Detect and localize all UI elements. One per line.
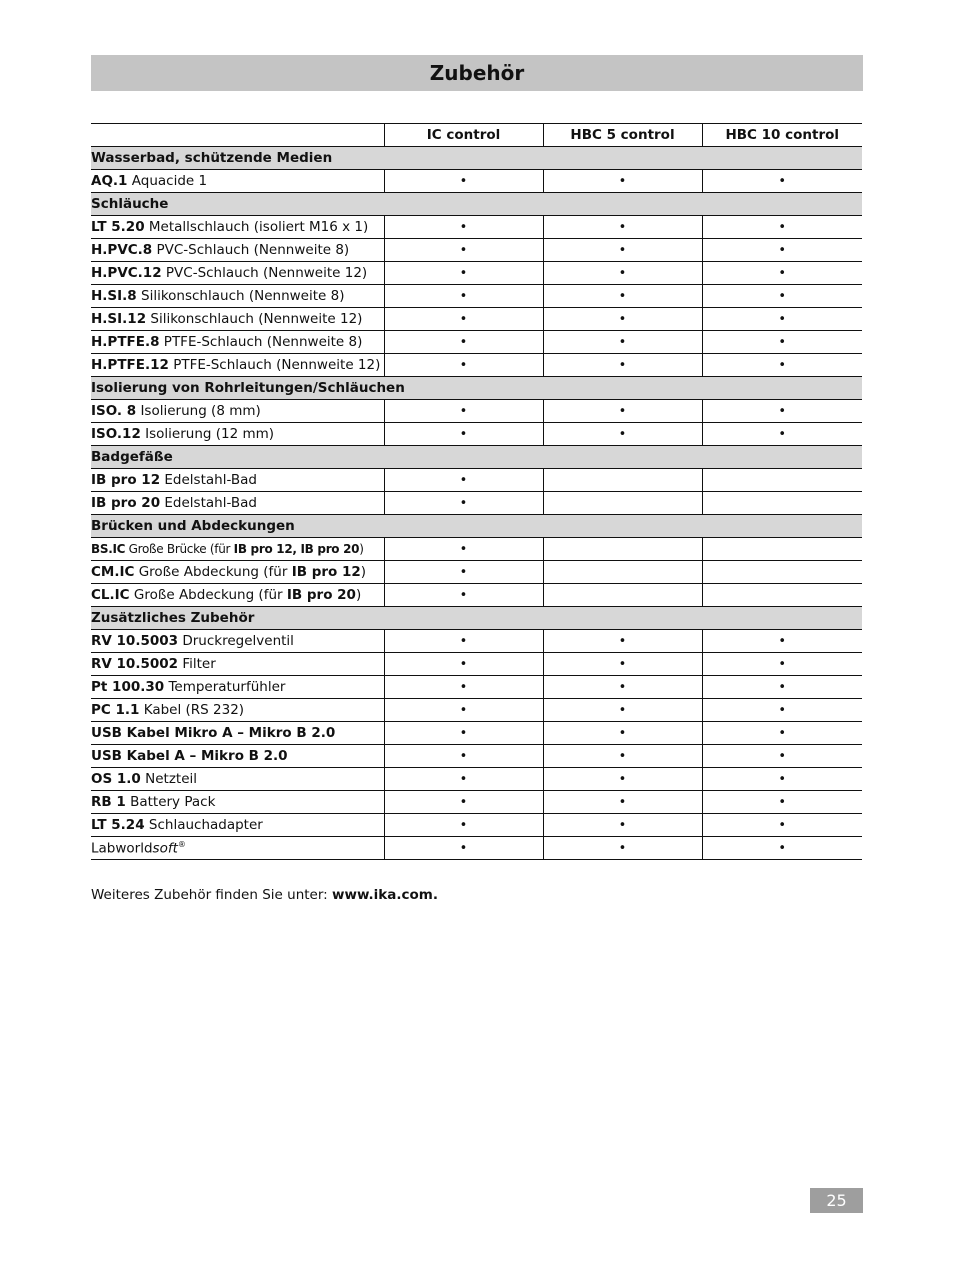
availability-cell bbox=[702, 400, 862, 423]
table-row bbox=[91, 676, 862, 699]
availability-dot: • bbox=[459, 541, 468, 557]
item-name-cell bbox=[91, 837, 384, 860]
item-description: Große Brücke (für bbox=[128, 542, 234, 556]
availability-dot: • bbox=[778, 633, 787, 649]
section-row bbox=[91, 446, 862, 469]
table-row bbox=[91, 423, 862, 446]
item-description-tail: ) bbox=[355, 587, 362, 603]
availability-dot: • bbox=[459, 219, 468, 235]
item-code: RV 10.5002 bbox=[91, 656, 179, 672]
availability-cell bbox=[543, 492, 702, 515]
availability-cell bbox=[384, 745, 543, 768]
item-description: Metallschlauch (isoliert M16 x 1) bbox=[148, 219, 369, 235]
item-registered-mark: ® bbox=[177, 839, 186, 849]
availability-cell bbox=[384, 308, 543, 331]
availability-cell bbox=[702, 354, 862, 377]
item-name-cell bbox=[91, 492, 384, 515]
item-description: PVC-Schlauch (Nennweite 8) bbox=[156, 242, 350, 258]
availability-cell bbox=[702, 653, 862, 676]
item-reference: IB pro 12 bbox=[291, 564, 361, 580]
availability-dot: • bbox=[459, 265, 468, 281]
availability-dot: • bbox=[459, 748, 468, 764]
availability-cell bbox=[543, 837, 702, 860]
section-row bbox=[91, 515, 862, 538]
table-row bbox=[91, 239, 862, 262]
availability-cell bbox=[384, 837, 543, 860]
section-heading: Zusätzliches Zubehör bbox=[91, 607, 862, 630]
availability-dot: • bbox=[459, 564, 468, 580]
availability-cell bbox=[543, 285, 702, 308]
item-description: Kabel (RS 232) bbox=[143, 702, 245, 718]
item-name-cell bbox=[91, 699, 384, 722]
item-name-cell bbox=[91, 216, 384, 239]
table-row bbox=[91, 308, 862, 331]
item-code: BS.IC bbox=[91, 542, 126, 556]
item-name-cell bbox=[91, 791, 384, 814]
availability-cell bbox=[384, 469, 543, 492]
item-name-cell bbox=[91, 400, 384, 423]
item-name-cell bbox=[91, 239, 384, 262]
item-code: H.PVC.8 bbox=[91, 242, 153, 258]
item-description: Battery Pack bbox=[130, 794, 216, 810]
item-name-cell bbox=[91, 285, 384, 308]
availability-dot: • bbox=[459, 587, 468, 603]
availability-dot: • bbox=[778, 311, 787, 327]
section-row bbox=[91, 377, 862, 400]
item-description: Schlauchadapter bbox=[148, 817, 263, 833]
item-code: H.PTFE.8 bbox=[91, 334, 160, 350]
availability-dot: • bbox=[459, 794, 468, 810]
availability-dot: • bbox=[618, 265, 627, 281]
availability-dot: • bbox=[459, 495, 468, 511]
availability-cell bbox=[543, 308, 702, 331]
item-name-cell bbox=[91, 768, 384, 791]
availability-dot: • bbox=[778, 817, 787, 833]
item-code: RB 1 bbox=[91, 794, 126, 810]
availability-dot: • bbox=[618, 794, 627, 810]
availability-dot: • bbox=[459, 656, 468, 672]
table-row bbox=[91, 584, 862, 607]
item-name-cell bbox=[91, 814, 384, 837]
availability-dot: • bbox=[459, 817, 468, 833]
item-code: PC 1.1 bbox=[91, 702, 140, 718]
availability-cell bbox=[384, 423, 543, 446]
availability-cell bbox=[384, 492, 543, 515]
availability-dot: • bbox=[618, 334, 627, 350]
column-header-ic-control: IC control bbox=[384, 124, 543, 147]
item-code: AQ.1 bbox=[91, 173, 128, 189]
table-row bbox=[91, 630, 862, 653]
column-header-hbc5-control: HBC 5 control bbox=[543, 124, 702, 147]
item-name-cell bbox=[91, 630, 384, 653]
availability-cell bbox=[543, 630, 702, 653]
title-bar bbox=[91, 55, 863, 91]
item-name-cell bbox=[91, 676, 384, 699]
availability-dot: • bbox=[459, 403, 468, 419]
availability-dot: • bbox=[459, 702, 468, 718]
availability-dot: • bbox=[618, 426, 627, 442]
availability-cell bbox=[702, 170, 862, 193]
availability-cell bbox=[702, 768, 862, 791]
item-name-cell bbox=[91, 308, 384, 331]
item-name-cell bbox=[91, 170, 384, 193]
item-description: Labworld bbox=[91, 840, 153, 857]
availability-dot: • bbox=[459, 242, 468, 258]
header-blank bbox=[91, 124, 384, 147]
item-name-cell bbox=[91, 538, 384, 561]
item-description: Filter bbox=[182, 656, 216, 672]
section-row bbox=[91, 147, 862, 170]
table-row bbox=[91, 400, 862, 423]
availability-dot: • bbox=[618, 633, 627, 649]
availability-dot: • bbox=[778, 288, 787, 304]
availability-cell bbox=[384, 814, 543, 837]
availability-cell bbox=[543, 354, 702, 377]
availability-dot: • bbox=[778, 403, 787, 419]
availability-dot: • bbox=[778, 334, 787, 350]
item-description: Isolierung (12 mm) bbox=[145, 426, 275, 442]
section-heading: Isolierung von Rohrleitungen/Schläuchen bbox=[91, 377, 862, 400]
table-row bbox=[91, 768, 862, 791]
table-row bbox=[91, 354, 862, 377]
availability-dot: • bbox=[618, 771, 627, 787]
availability-cell bbox=[543, 791, 702, 814]
availability-cell bbox=[702, 722, 862, 745]
availability-cell bbox=[384, 400, 543, 423]
availability-cell bbox=[702, 216, 862, 239]
availability-cell bbox=[702, 676, 862, 699]
availability-cell bbox=[543, 653, 702, 676]
availability-dot: • bbox=[459, 288, 468, 304]
availability-cell bbox=[543, 423, 702, 446]
item-name-cell bbox=[91, 745, 384, 768]
item-code: CM.IC bbox=[91, 564, 135, 580]
item-code: H.PVC.12 bbox=[91, 265, 162, 281]
availability-cell bbox=[543, 262, 702, 285]
accessories-table bbox=[91, 123, 862, 860]
item-name-cell bbox=[91, 561, 384, 584]
column-header-hbc10-control: HBC 10 control bbox=[702, 124, 862, 147]
item-code: H.SI.12 bbox=[91, 311, 147, 327]
availability-cell bbox=[543, 745, 702, 768]
item-description-tail: ) bbox=[359, 542, 364, 556]
item-code: ISO.12 bbox=[91, 426, 141, 442]
availability-cell bbox=[702, 699, 862, 722]
item-description: Temperaturfühler bbox=[168, 679, 286, 695]
availability-dot: • bbox=[618, 219, 627, 235]
availability-dot: • bbox=[618, 288, 627, 304]
availability-dot: • bbox=[459, 679, 468, 695]
availability-dot: • bbox=[778, 357, 787, 373]
availability-dot: • bbox=[618, 242, 627, 258]
availability-dot: • bbox=[618, 748, 627, 764]
availability-cell bbox=[384, 584, 543, 607]
availability-cell bbox=[702, 837, 862, 860]
availability-cell bbox=[543, 239, 702, 262]
website-link[interactable]: www.ika.com. bbox=[332, 887, 438, 903]
item-code: IB pro 12 bbox=[91, 472, 161, 488]
page-title: Zubehör bbox=[429, 61, 525, 85]
item-code: LT 5.20 bbox=[91, 219, 145, 235]
availability-cell bbox=[384, 653, 543, 676]
table-row bbox=[91, 170, 862, 193]
page-number: 25 bbox=[810, 1188, 863, 1213]
table-row bbox=[91, 561, 862, 584]
availability-dot: • bbox=[459, 426, 468, 442]
item-name-cell bbox=[91, 584, 384, 607]
section-heading: Wasserbad, schützende Medien bbox=[91, 147, 862, 170]
availability-cell bbox=[702, 630, 862, 653]
availability-cell bbox=[384, 561, 543, 584]
availability-cell bbox=[702, 791, 862, 814]
item-description: Netzteil bbox=[145, 771, 198, 787]
availability-cell bbox=[384, 331, 543, 354]
table-body bbox=[91, 147, 862, 860]
section-heading: Schläuche bbox=[91, 193, 862, 216]
availability-cell bbox=[384, 239, 543, 262]
availability-cell bbox=[384, 170, 543, 193]
footer-text: Weiteres Zubehör finden Sie unter: bbox=[91, 887, 332, 903]
availability-dot: • bbox=[778, 794, 787, 810]
item-description: PVC-Schlauch (Nennweite 12) bbox=[165, 265, 368, 281]
availability-cell bbox=[543, 722, 702, 745]
availability-cell bbox=[543, 768, 702, 791]
availability-dot: • bbox=[778, 656, 787, 672]
availability-cell bbox=[702, 561, 862, 584]
availability-cell bbox=[543, 331, 702, 354]
availability-cell bbox=[702, 331, 862, 354]
availability-cell bbox=[543, 561, 702, 584]
availability-dot: • bbox=[618, 840, 627, 856]
availability-cell bbox=[543, 676, 702, 699]
availability-dot: • bbox=[618, 702, 627, 718]
availability-dot: • bbox=[618, 656, 627, 672]
item-description: Große Abdeckung (für bbox=[138, 564, 292, 580]
availability-cell bbox=[543, 400, 702, 423]
availability-cell bbox=[384, 791, 543, 814]
availability-cell bbox=[702, 745, 862, 768]
item-reference: IB pro 12, IB pro 20 bbox=[233, 542, 360, 556]
table-row bbox=[91, 331, 862, 354]
availability-dot: • bbox=[778, 265, 787, 281]
availability-dot: • bbox=[778, 702, 787, 718]
availability-cell bbox=[543, 216, 702, 239]
availability-dot: • bbox=[618, 173, 627, 189]
item-description: Silikonschlauch (Nennweite 12) bbox=[150, 311, 363, 327]
item-name-cell bbox=[91, 469, 384, 492]
item-description: Große Abdeckung (für bbox=[133, 587, 287, 603]
item-name-cell bbox=[91, 653, 384, 676]
table-row bbox=[91, 262, 862, 285]
item-description-tail: ) bbox=[360, 564, 367, 580]
table-row bbox=[91, 745, 862, 768]
section-row bbox=[91, 607, 862, 630]
availability-cell bbox=[702, 239, 862, 262]
availability-dot: • bbox=[618, 817, 627, 833]
availability-dot: • bbox=[778, 219, 787, 235]
availability-cell bbox=[702, 538, 862, 561]
availability-dot: • bbox=[618, 311, 627, 327]
availability-cell bbox=[702, 814, 862, 837]
availability-cell bbox=[702, 492, 862, 515]
table-row bbox=[91, 538, 862, 561]
availability-cell bbox=[384, 538, 543, 561]
availability-cell bbox=[702, 584, 862, 607]
availability-cell bbox=[384, 630, 543, 653]
item-code: IB pro 20 bbox=[91, 495, 161, 511]
availability-dot: • bbox=[778, 725, 787, 741]
availability-cell bbox=[384, 354, 543, 377]
item-code: H.SI.8 bbox=[91, 288, 137, 304]
availability-dot: • bbox=[778, 426, 787, 442]
availability-dot: • bbox=[459, 633, 468, 649]
table-row bbox=[91, 814, 862, 837]
availability-dot: • bbox=[778, 840, 787, 856]
availability-dot: • bbox=[459, 771, 468, 787]
availability-cell bbox=[543, 584, 702, 607]
availability-dot: • bbox=[618, 679, 627, 695]
table-row bbox=[91, 653, 862, 676]
item-code: USB Kabel Mikro A – Mikro B 2.0 bbox=[91, 725, 336, 741]
availability-cell bbox=[384, 216, 543, 239]
table-row bbox=[91, 699, 862, 722]
availability-dot: • bbox=[459, 334, 468, 350]
table-row bbox=[91, 469, 862, 492]
item-code: H.PTFE.12 bbox=[91, 357, 169, 373]
item-description: Isolierung (8 mm) bbox=[140, 403, 261, 419]
availability-cell bbox=[702, 262, 862, 285]
availability-dot: • bbox=[778, 242, 787, 258]
item-name-cell bbox=[91, 722, 384, 745]
item-reference: IB pro 20 bbox=[286, 587, 356, 603]
availability-cell bbox=[384, 676, 543, 699]
availability-cell bbox=[702, 469, 862, 492]
item-code: OS 1.0 bbox=[91, 771, 141, 787]
availability-cell bbox=[384, 699, 543, 722]
table-row bbox=[91, 216, 862, 239]
table-row bbox=[91, 722, 862, 745]
item-code: LT 5.24 bbox=[91, 817, 145, 833]
availability-cell bbox=[702, 308, 862, 331]
availability-dot: • bbox=[459, 311, 468, 327]
item-description: Silikonschlauch (Nennweite 8) bbox=[141, 288, 345, 304]
availability-dot: • bbox=[778, 173, 787, 189]
table-row bbox=[91, 791, 862, 814]
section-heading: Badgefäße bbox=[91, 446, 862, 469]
section-row bbox=[91, 193, 862, 216]
availability-cell bbox=[543, 538, 702, 561]
availability-dot: • bbox=[459, 173, 468, 189]
availability-dot: • bbox=[459, 725, 468, 741]
item-description: PTFE-Schlauch (Nennweite 8) bbox=[163, 334, 363, 350]
item-name-cell bbox=[91, 331, 384, 354]
availability-cell bbox=[543, 469, 702, 492]
item-code: CL.IC bbox=[91, 587, 130, 603]
item-description: Edelstahl-Bad bbox=[164, 472, 257, 488]
item-code: Pt 100.30 bbox=[91, 679, 165, 695]
availability-cell bbox=[384, 285, 543, 308]
availability-dot: • bbox=[459, 472, 468, 488]
item-description: Aquacide 1 bbox=[131, 173, 208, 189]
item-description: PTFE-Schlauch (Nennweite 12) bbox=[173, 357, 381, 373]
table-row bbox=[91, 492, 862, 515]
availability-cell bbox=[543, 699, 702, 722]
availability-dot: • bbox=[618, 403, 627, 419]
item-code: RV 10.5003 bbox=[91, 633, 179, 649]
footer-note bbox=[91, 887, 438, 903]
availability-dot: • bbox=[778, 679, 787, 695]
availability-cell bbox=[543, 170, 702, 193]
item-name-cell bbox=[91, 423, 384, 446]
item-description: Edelstahl-Bad bbox=[164, 495, 257, 511]
availability-dot: • bbox=[618, 357, 627, 373]
availability-cell bbox=[384, 262, 543, 285]
availability-dot: • bbox=[618, 725, 627, 741]
availability-cell bbox=[384, 722, 543, 745]
item-description: Druckregelventil bbox=[182, 633, 294, 649]
item-name-cell bbox=[91, 262, 384, 285]
table-row bbox=[91, 285, 862, 308]
availability-cell bbox=[702, 285, 862, 308]
item-code: ISO. 8 bbox=[91, 403, 137, 419]
availability-cell bbox=[702, 423, 862, 446]
table-header-row bbox=[91, 124, 862, 147]
availability-dot: • bbox=[778, 771, 787, 787]
availability-cell bbox=[543, 814, 702, 837]
availability-dot: • bbox=[459, 840, 468, 856]
item-name-cell bbox=[91, 354, 384, 377]
availability-dot: • bbox=[778, 748, 787, 764]
availability-cell bbox=[384, 768, 543, 791]
item-code: USB Kabel A – Mikro B 2.0 bbox=[91, 748, 288, 764]
availability-dot: • bbox=[459, 357, 468, 373]
item-italic-suffix: soft bbox=[152, 840, 178, 857]
section-heading: Brücken und Abdeckungen bbox=[91, 515, 862, 538]
table-row bbox=[91, 837, 862, 860]
